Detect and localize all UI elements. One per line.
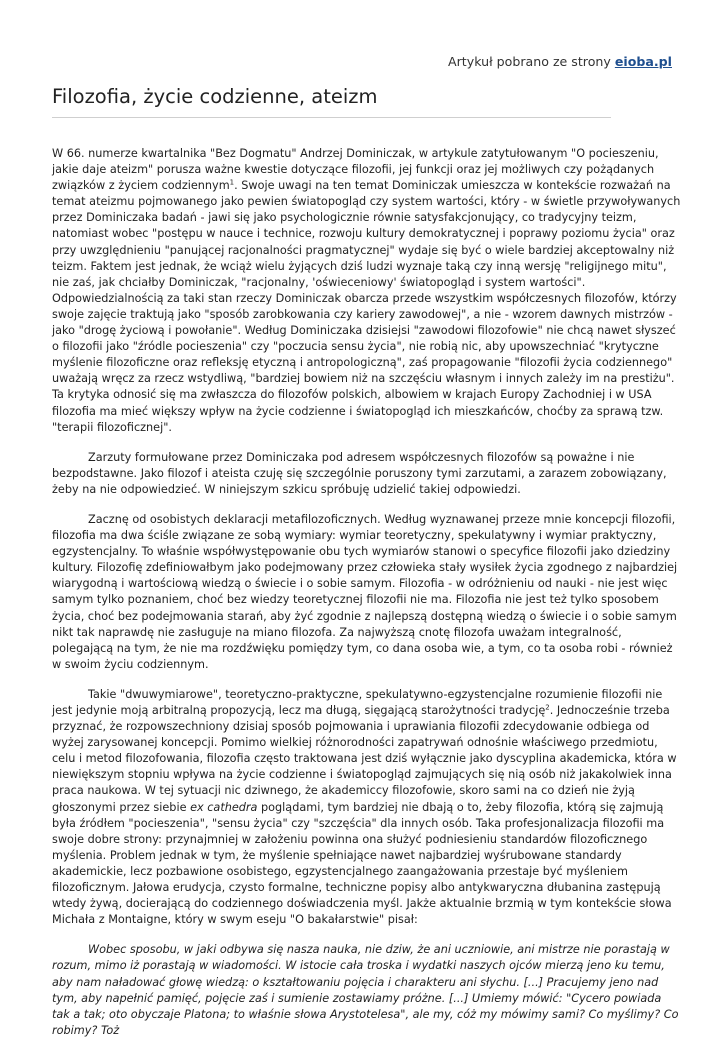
paragraph-1-text-b: . Swoje uwagi na ten temat Dominiczak umieszcza w kontekście rozważań na temat ateizmu pojmowanego jako pewien światopogląd czy system wartości, który - w świetle przywoływanych przez Dominiczaka badań - jawi się jako psychologicznie równie satysfakcjonujący, co tradycyjny teizm, natomiast wobec "postępu w nauce i technice, rozwoju kultury demokratycznej i poprawy poziomu życia" oraz przy uwzględnieniu "panującej racjonalności pragmatycznej" wydaje się być o wiele bardziej akceptowalny niż teizm. Faktem jest jednak, że wciąż wielu żyjących dziś ludzi wyznaje taką czy inną wersję "religijnego mitu", nie zaś, jak chciałby Dominiczak, "racjonalny, 'oświeceniowy' światopogląd i system wartości". Odpowiedzialnością za taki stan rzeczy Dominiczak obarcza przede wszystkim współczesnych filozofów, którzy swoje zajęcie traktują jako "sposób zarobkowania czy kariery zawodowej", a nie - wzorem dawnych mistrzów - jako "drogę życiową i powołanie". Według Dominiczaka dzisiejsi "zawodowi filozofowie" nie chcą nawet słyszeć o filozofii jako "źródle pocieszenia" czy "poczucia sensu życia", nie robią nic, aby upowszechniać "krytyczne myślenie filozoficzne oraz refleksję etyczną i antropologiczną", zaś propagowanie "filozofii życia codziennego" uważają wręcz za rzecz wstydliwą, "bardziej bowiem niż na szczęściu własnym i innych zależy im na prestiżu". Ta krytyka odnosić się ma zwłaszcza do filozofów polskich, albowiem w krajach Europy Zachodniej i w USA filozofia ma mieć większy wpływ na życie codzienne i światopogląd ich mieszkańców, choćby za sprawą tzw. "terapii filozoficznej". <box>52 179 681 434</box>
paragraph-4-text-a: Takie "dwuwymiarowe", teoretyczno-praktyczne, spekulatywno-egzystencjalne rozumienie filozofii nie jest jedynie moją arbitralną propozycją, lecz ma długą, sięgającą starożytności tradycję <box>52 687 663 717</box>
footnote-ref-1[interactable]: 1 <box>229 178 235 187</box>
paragraph-4-text-c: poglądami, tym bardziej nie dbają o to, żeby filozofia, którą się zajmują była źródłem "pocieszenia", "sensu życia" czy "szczęścia" dla innych osób. Taka profesjonalizacja filozofii ma swoje dobre strony: przynajmniej w założeniu powinna ona służyć podniesieniu standardów filozoficznego myślenia. Problem jednak w tym, że myślenie spełniające nawet najbardziej wyśrubowane standardy akademickie, lecz pozbawione osobistego, egzystencjalnego zaangażowania przestaje być myśleniem filozoficznym. Jałowa erudycja, czysto formalne, techniczne popisy albo antykwaryczna dłubanina zastępują wtedy żywą, docierającą do codziennego doświadczenia myśl. Jakże aktualnie brzmią w tym kontekście słowa Michała z Montaigne, który w swym eseju "O bakałarstwie" pisał: <box>52 800 672 927</box>
paragraph-2: Zarzuty formułowane przez Dominiczaka pod adresem współczesnych filozofów są poważne i nie bezpodstawne. Jako filozof i ateista czuję się szczególnie poruszony tymi zarzutami, a zarazem zobowiązany, żeby na nie odpowiedzieć. W niniejszym szkicu spróbuję udzielić takiej odpowiedzi. <box>52 450 667 496</box>
source-attribution <box>448 54 672 69</box>
paragraph-3: Zacznę od osobistych deklaracji metafilozoficznych. Według wyznawanej przeze mnie koncepcji filozofii, filozofia ma dwa ściśle związane ze sobą wymiary: wymiar teoretyczny, spekulatywny i wymiar praktyczny, egzystencjalny. To właśnie współwystępowanie obu tych wymiarów stanowi o specyfice filozofii jako dziedziny kultury. Filozofię zdefiniowałbym jako podejmowany przez człowieka stały wysiłek życia zgodnego z najbardziej wiarygodną i wartościową wiedzą o świecie i o sobie samym. Filozofia - w odróżnieniu od nauki - nie jest więc samym tylko poznaniem, choć bez wiedzy teoretycznej filozofii nie ma. Filozofia nie jest też tylko sposobem życia, choć bez podejmowania starań, aby żyć zgodnie z najlepszą dostępną wiedzą o świecie i o sobie samym nikt tak naprawdę nie zasługuje na miano filozofa. Za najwyższą cnotę filozofa uważam integralność, polegającą na tym, że nie ma rozdźwięku pomiędzy tym, co dana osoba wie, a tym, co ta osoba robi - również w swoim życiu codziennym. <box>52 512 678 671</box>
paragraph-1-text-a: W 66. numerze kwartalnika "Bez Dogmatu" Andrzej Dominiczak, w artykule zatytułowanym "O pocieszeniu, jakie daje ateizm" porusza ważne kwestie dotyczące filozofii, jej funkcji oraz jej możliwych czy pożądanych związków z życiem codziennym <box>52 147 659 193</box>
source-prefix: Artykuł pobrano ze strony <box>448 54 615 69</box>
source-link[interactable]: eioba.pl <box>614 54 672 69</box>
title-divider <box>52 117 611 118</box>
paragraph-4 <box>52 687 682 928</box>
footnote-ref-2[interactable]: 2 <box>545 703 550 712</box>
article-body <box>52 146 682 1053</box>
paragraph-4-text-b: . Jednocześnie trzeba przyznać, że rozpowszechniony dzisiaj sposób pojmowania i uprawiania filozofii zdecydowanie odbiega od wyżej zarysowanej koncepcji. Pomimo wielkiej różnorodności zapatrywań odnośnie właściwego przedmiotu, celu i metod filozofowania, filozofia często traktowana jest dziś wyłącznie jako dyscyplina akademicka, która w niewiększym stopniu wpływa na życie codzienne i światopogląd zajmujących się nią osób niż jakakolwiek inna praca naukowa. W tej sytuacji nic dziwnego, że akademiccy filozofowie, skoro sami na co dzień nie żyją głoszonymi przez siebie <box>52 704 677 814</box>
montaigne-quote: Wobec sposobu, w jaki odbywa się nasza nauka, nie dziw, że ani uczniowie, ani mistrze nie porastają w rozum, mimo iż porastają w wiadomości. W istocie cała troska i wydatki naszych ojców mierzą jeno ku temu, aby nam naładować głowę wiedzą: o kształtowaniu pojęcia i charakteru ani słychu. [...] Pracujemy jeno nad tym, aby napełnić pamięć, pojęcie zaś i sumienie zostawiamy próżne. [...] Umiemy mówić: "Cycero powiada tak a tak; oto obyczaje Platona; to właśnie słowa Arystotelesa", ale my, cóż my mówimy sami? Co myślimy? Co robimy? Toż <box>52 943 679 1037</box>
paragraph-1 <box>52 146 682 436</box>
article-title: Filozofia, życie codzienne, ateizm <box>52 85 378 108</box>
latin-phrase: ex cathedra <box>190 800 258 814</box>
